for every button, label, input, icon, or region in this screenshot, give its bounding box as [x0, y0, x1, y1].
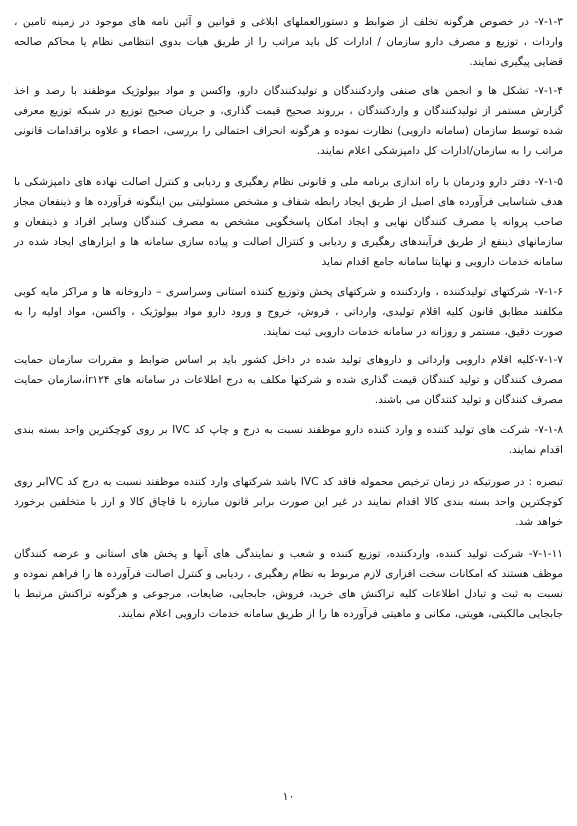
paragraph-7-1-7: ۷-۱-۷-کلیه اقلام دارویی وارداتی و داروهای تولید شده در داخل کشور باید بر اساس ضوابط و مقررات سازمان حمایت مصرف کنندگان و تولید کنندگان قیمت گذاری شده و شرکتها مکلف به درج اطلاعات در سامانه های ir۱۲۴،سازمان حمایت مصرف کنندگان و تولید کنندگان می باشند.	[14, 354, 563, 406]
paragraph-7-1-5: ۷-۱-۵- دفتر دارو ودرمان با راه اندازی برنامه ملی و قانونی نظام رهگیری و ردیابی و کنترل اصالت نهاده های دامپزشکی با هدف شناسایی فرآورده های اصیل از طریق ایجاد رابطه شفاف و مشخص مسئولیتی بین اینگونه فرآورده ها و ذینفعان مجاز صاحب پروانه یا مصرف کنندگان نهایی و ایجاد امکان پاسخگویی مشخص به مصرف کنندگان وسایر افراد و ذینفعان و سازمانهای ذینفع از طریق فرآیندهای رهگیری و ردیابی و کنترال اصالت و پیاده سازی سامانه ها و ابزارهای ایجاد شده در سامانه خدمات دارویی و نهایتا سامانه جامع اقدام نماید	[14, 176, 563, 268]
paragraph-7-1-6: ۷-۱-۶- شرکتهای تولیدکننده ، واردکننده و شرکتهای پخش وتوزیع کننده استانی وسراسری – داروخانه ها و مراکز مایه کوبی مکلفند مطابق قانون کلیه اقلام تولیدی، وارداتی ، فروش، خروج و ورود دارو مواد بیولوژیک ، واکسن، مواد اولیه را به صورت دقیق، مستمر و روزانه در سامانه خدمات دارویی ثبت نمایند.	[14, 286, 563, 338]
paragraph-7-1-4: ۷-۱-۴- تشکل ها و انجمن های صنفی واردکنندگان و تولیدکنندگان دارو، واکسن و مواد بیولوژیک موظفند با رصد و اخذ گزارش مستمر از تولیدکنندگان و واردکنندگان ، برروند صحیح قیمت گذاری، و جریان صحیح توزیع در شبکه توزیع معرفی شده توسط سازمان (سامانه دارویی) نظارت نموده و هرگونه انحراف احتمالی را بررسی، احصاء و علاوه براقدامات قانونی مراتب را به سازمان/ادارات کل دامپزشکی اعلام نمایند.	[14, 85, 563, 157]
paragraph-note: تبصره : در صورتیکه در زمان ترخیص محموله فاقد کد IVC باشد شرکتهای وارد کننده موظفند نسبت به درج کد IVCبر روی کوچکترین واحد بسته بندی کالا اقدام نمایند در غیر این صورت برابر قانون مبارزه با قاچاق کالا و ارز با متخلفین برخورد خواهد شد.	[14, 476, 563, 528]
paragraph-7-1-8: ۷-۱-۸- شرکت های تولید کننده و وارد کننده دارو موظفند نسبت به درج و چاپ کد IVC بر روی کوچکترین واحد بسته بندی اقدام نمایند.	[14, 424, 564, 456]
paragraph-7-1-11: ۷-۱-۱۱- شرکت تولید کننده، واردکننده، توزیع کننده و شعب و نمایندگی های آنها و پخش های استانی و عرضه کنندگان موظف هستند که امکانات سخت افزاری لازم مربوط به نظام رهگیری ، ردیابی و کنترل اصالت فرآورده ها را فراهم نموده و نسبت به ثبت و تبادل اطلاعات کلیه تراکنش های خرید، فروش، جابجایی، ضایعات، مرجوعی و هرگونه تراکنش مرتبط با جابجایی مالکیتی، هویتی، مکانی و ماهیتی فرآورده ها را از طریق سامانه خدمات دارویی اعلام نمایند.	[14, 548, 563, 620]
page-number: ۱۰	[282, 790, 295, 803]
paragraph-7-1-3: ۷-۱-۳- در خصوص هرگونه تخلف از ضوابط و دستورالعملهای ابلاغی و قوانین و آئین نامه های موجود در زمینه تامین ، واردات ، توزیع و مصرف دارو سازمان / ادارات کل باید مراتب را از طریق هیات بدوی انتظامی نظام یا محاکم صالحه قضایی پیگیری نمایند.	[14, 16, 563, 68]
